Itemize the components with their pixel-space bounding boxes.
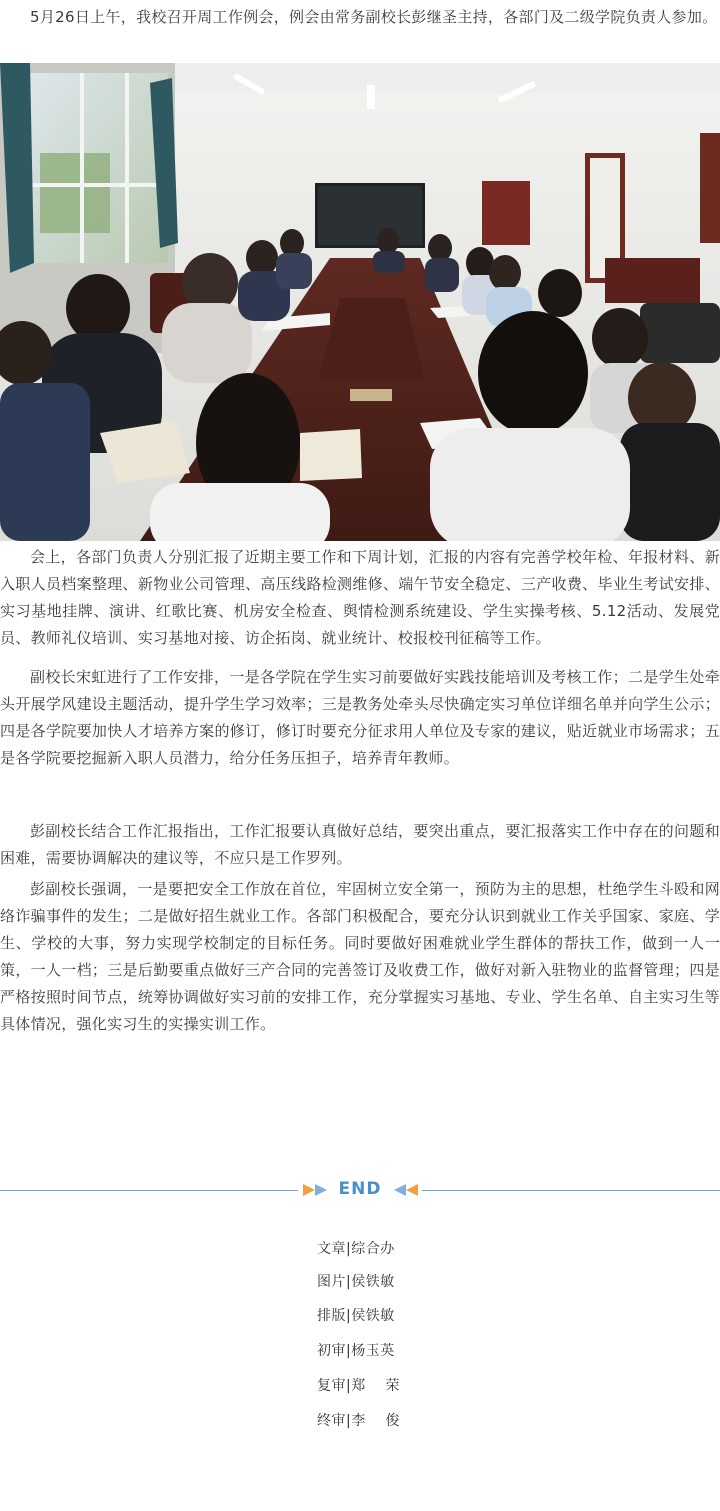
- end-divider-line-right: [422, 1190, 720, 1191]
- credit-final-review: 终审|李 俊: [317, 1413, 401, 1429]
- body-paragraph-4: 彭副校长强调，一是要把安全工作放在首位，牢固树立安全第一，预防为主的思想，杜绝学生斗殴和网络诈骗事件的发生；二是做好招生就业工作。各部门积极配合，要充分认识到就业工作关乎国家、家庭、学生、学校的大事，努力实现学校制定的目标任务。同时要做好困难就业学生群体的帮扶工作，做到一人一策，一人一档；三是后勤要重点做好三产合同的完善签订及收费工作，做好对新入驻物业的监督管理；四是严格按照时间节点，统筹协调做好实习前的安排工作，充分掌握实习基地、专业、学生名单、自主实习生等具体情况，强化实习生的实操实训工作。: [0, 880, 720, 1033]
- intro-paragraph: 5月26日上午，我校召开周工作例会，例会由常务副校长彭继圣主持，各部门及二级学院负责人参加。: [30, 8, 718, 26]
- credit-second-review: 复审|郑 荣: [317, 1378, 401, 1394]
- end-divider: [0, 1178, 720, 1202]
- body-paragraph-2: 副校长宋虹进行了工作安排，一是各学院在学生实习前要做好实践技能培训及考核工作；二是学生处牵头开展学风建设主题活动，提升学生学习效率；三是教务处牵头尽快确定实习单位详细名单并向学生公示；四是各学院要加快人才培养方案的修订，修订时要充分征求用人单位及专家的建议，贴近就业市场需求；五是各学院要挖掘新入职人员潜力，给分任务压担子，培养青年教师。: [0, 668, 720, 767]
- double-arrow-right-icon: [301, 1183, 335, 1197]
- credit-author: 文章|综合办: [317, 1241, 395, 1257]
- body-paragraph-3: 彭副校长结合工作汇报指出，工作汇报要认真做好总结，要突出重点，要汇报落实工作中存在的问题和困难，需要协调解决的建议等，不应只是工作罗列。: [0, 822, 720, 867]
- double-arrow-left-icon: [386, 1183, 420, 1197]
- credit-photo: 图片|侯铁敏: [317, 1274, 395, 1290]
- meeting-photo: [0, 63, 720, 541]
- end-divider-line-left: [0, 1190, 298, 1191]
- body-paragraph-1: 会上，各部门负责人分别汇报了近期主要工作和下周计划，汇报的内容有完善学校年检、年报材料、新入职人员档案整理、新物业公司管理、高压线路检测维修、端午节安全稳定、三产收费、毕业生考试安排、实习基地挂牌、演讲、红歌比赛、机房安全检查、舆情检测系统建设、学生实操考核、5.12活动、发展党员、教师礼仪培训、实习基地对接、访企拓岗、就业统计、校报校刊征稿等工作。: [0, 548, 720, 647]
- credit-layout: 排版|侯铁敏: [317, 1308, 395, 1324]
- credit-first-review: 初审|杨玉英: [317, 1343, 395, 1359]
- end-label: END: [338, 1179, 382, 1199]
